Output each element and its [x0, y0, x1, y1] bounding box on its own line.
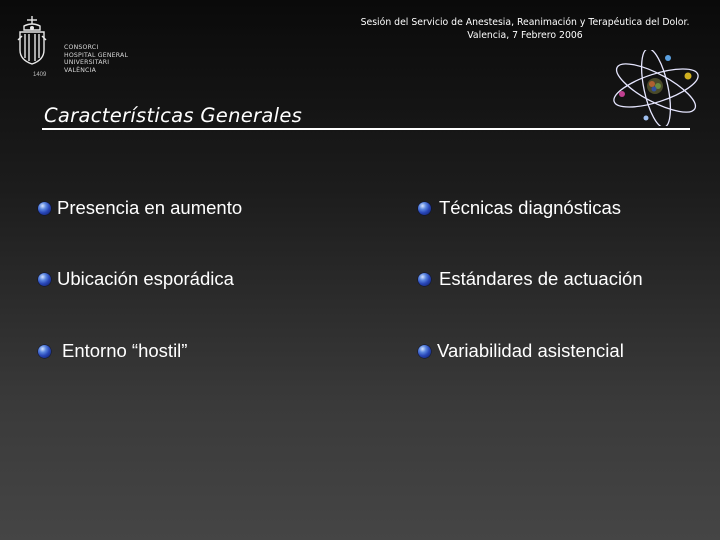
- bullet-sphere-icon: [418, 345, 431, 358]
- bullet-text: Ubicación esporádica: [57, 268, 234, 289]
- bullet-sphere-icon: [38, 273, 51, 286]
- hospital-logo-icon: [14, 14, 50, 70]
- title-underline: [42, 128, 690, 130]
- bullet-text: Variabilidad asistencial: [437, 340, 624, 361]
- logo-year: 1409: [33, 72, 47, 78]
- org-line: UNIVERSITARI: [64, 59, 110, 67]
- bullet-item: [38, 196, 242, 220]
- org-name: [64, 44, 128, 74]
- hospital-logo: [14, 14, 144, 84]
- bullet-item: [38, 267, 234, 291]
- bullet-text: Entorno “hostil”: [62, 340, 188, 361]
- session-title: Sesión del Servicio de Anestesia, Reanimación y Terapéutica del Dolor.: [360, 17, 690, 28]
- session-date: Valencia, 7 Febrero 2006: [467, 30, 583, 41]
- bullet-text: Presencia en aumento: [57, 197, 243, 218]
- bullet-text: Técnicas diagnósticas: [439, 197, 622, 218]
- org-line: CONSORCI: [64, 44, 99, 51]
- bullet-sphere-icon: [38, 345, 51, 358]
- bullet-item: [38, 339, 187, 363]
- bullet-item: [418, 267, 643, 291]
- bullet-item: [418, 196, 621, 220]
- bullet-sphere-icon: [418, 202, 431, 215]
- org-line: HOSPITAL GENERAL: [64, 51, 129, 59]
- bullet-item: [418, 339, 624, 363]
- bullet-text: Estándares de actuación: [439, 268, 643, 289]
- bullet-sphere-icon: [418, 273, 431, 286]
- session-header: [330, 16, 720, 42]
- atom-icon: [608, 50, 704, 126]
- slide-title: Características Generales: [44, 104, 303, 127]
- bullet-sphere-icon: [38, 202, 51, 215]
- org-line: VALÈNCIA: [64, 66, 97, 74]
